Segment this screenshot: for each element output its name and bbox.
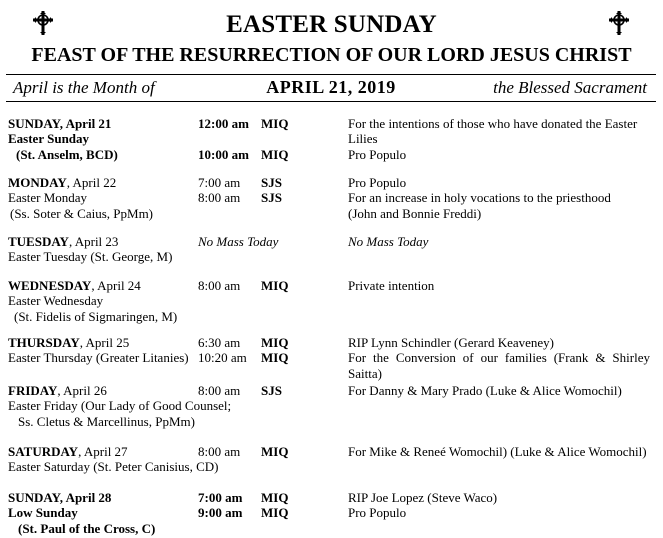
page-subtitle: FEAST OF THE RESURRECTION OF OUR LORD JESUS CHRIST: [31, 44, 632, 66]
day-label: MONDAY, April 22: [8, 175, 117, 190]
banner-date: APRIL 21, 2019: [266, 77, 396, 97]
mass-intention: For the intentions of those who have donated the Easter: [348, 116, 638, 131]
mass-time: 10:00 am: [198, 146, 249, 162]
mass-location: MIQ: [261, 350, 289, 366]
day-label: SATURDAY, April 27: [8, 444, 128, 459]
feast-label: Easter Thursday (Greater Litanies): [8, 350, 189, 366]
feast-note: (St. Fidelis of Sigmaringen, M): [14, 308, 178, 324]
mass-intention: For the Conversion of our families (Frank & Shirley: [348, 350, 650, 366]
mass-schedule: [0, 116, 663, 538]
schedule-entry: [0, 335, 663, 383]
mass-time: 10:20 am: [198, 350, 247, 366]
mass-location: MIQ: [261, 444, 289, 459]
mass-intention: For Danny & Mary Prado (Luke & Alice Womochil): [348, 383, 622, 398]
mass-intention: Pro Populo: [348, 146, 407, 162]
month-banner: [6, 74, 656, 102]
page-title: EASTER SUNDAY: [226, 11, 437, 38]
day-label: SUNDAY, April 28: [8, 490, 112, 505]
day-label: SUNDAY, April 21: [8, 116, 112, 131]
mass-location: SJS: [261, 383, 282, 398]
schedule-entry: [0, 490, 663, 538]
mass-intention-cont: Saitta): [348, 365, 382, 381]
mass-intention: Pro Populo: [348, 505, 407, 521]
mass-intention: RIP Lynn Schindler (Gerard Keaveney): [348, 335, 555, 350]
feast-label: Easter Saturday (St. Peter Canisius, CD): [8, 459, 219, 475]
mass-time: 8:00 am: [198, 278, 241, 293]
mass-time: 7:00 am: [198, 175, 241, 190]
mass-intention: For Mike & Reneé Womochil) (Luke & Alice Womochil): [348, 444, 647, 459]
mass-location: MIQ: [261, 146, 289, 162]
feast-label: Easter Friday (Our Lady of Good Counsel;: [8, 398, 232, 414]
schedule-entry: [0, 234, 663, 278]
banner-left-text: April is the Month of: [13, 78, 155, 97]
mass-location: SJS: [261, 190, 282, 206]
mass-intention: Private intention: [348, 278, 435, 293]
mass-time: 9:00 am: [198, 505, 243, 521]
mass-location: MIQ: [261, 335, 289, 350]
mass-intention-cont: Lilies: [348, 131, 378, 147]
mass-time: 6:30 am: [198, 335, 241, 350]
mass-intention: Pro Populo: [348, 175, 407, 190]
schedule-entry: [0, 444, 663, 490]
feast-label: Low Sunday: [8, 505, 78, 521]
mass-time: 8:00 am: [198, 190, 241, 206]
feast-label: Easter Tuesday (St. George, M): [8, 249, 173, 265]
feast-label: Easter Wednesday: [8, 293, 104, 309]
day-label: THURSDAY, April 25: [8, 335, 130, 350]
mass-intention: No Mass Today: [348, 234, 429, 249]
mass-intention-cont: (John and Bonnie Freddi): [348, 205, 482, 221]
mass-time: 8:00 am: [198, 444, 241, 459]
schedule-entry: [0, 175, 663, 234]
mass-time: 8:00 am: [198, 383, 241, 398]
mass-time: 12:00 am: [198, 116, 249, 131]
day-label: FRIDAY, April 26: [8, 383, 107, 398]
banner-right-text: the Blessed Sacrament: [493, 78, 647, 97]
feast-note: (St. Paul of the Cross, C): [18, 520, 156, 536]
mass-location: MIQ: [261, 505, 289, 521]
mass-location: MIQ: [261, 278, 289, 293]
feast-label: Easter Monday: [8, 190, 88, 206]
mass-time: 7:00 am: [198, 490, 243, 505]
mass-location: MIQ: [261, 116, 289, 131]
feast-note: Ss. Cletus & Marcellinus, PpMm): [18, 413, 195, 429]
day-label: TUESDAY, April 23: [8, 234, 119, 249]
mass-intention: For an increase in holy vocations to the priesthood: [348, 190, 611, 206]
feast-note: (Ss. Soter & Caius, PpMm): [10, 205, 154, 221]
mass-location: MIQ: [261, 490, 289, 505]
schedule-entry: [0, 116, 663, 169]
day-label: WEDNESDAY, April 24: [8, 278, 141, 293]
schedule-entry: [0, 383, 663, 444]
feast-label: Easter Sunday: [8, 131, 90, 147]
mass-time: No Mass Today: [198, 234, 279, 249]
mass-intention: RIP Joe Lopez (Steve Waco): [348, 490, 498, 505]
feast-note: (St. Anselm, BCD): [16, 146, 118, 162]
schedule-entry: [0, 278, 663, 335]
mass-location: SJS: [261, 175, 282, 190]
